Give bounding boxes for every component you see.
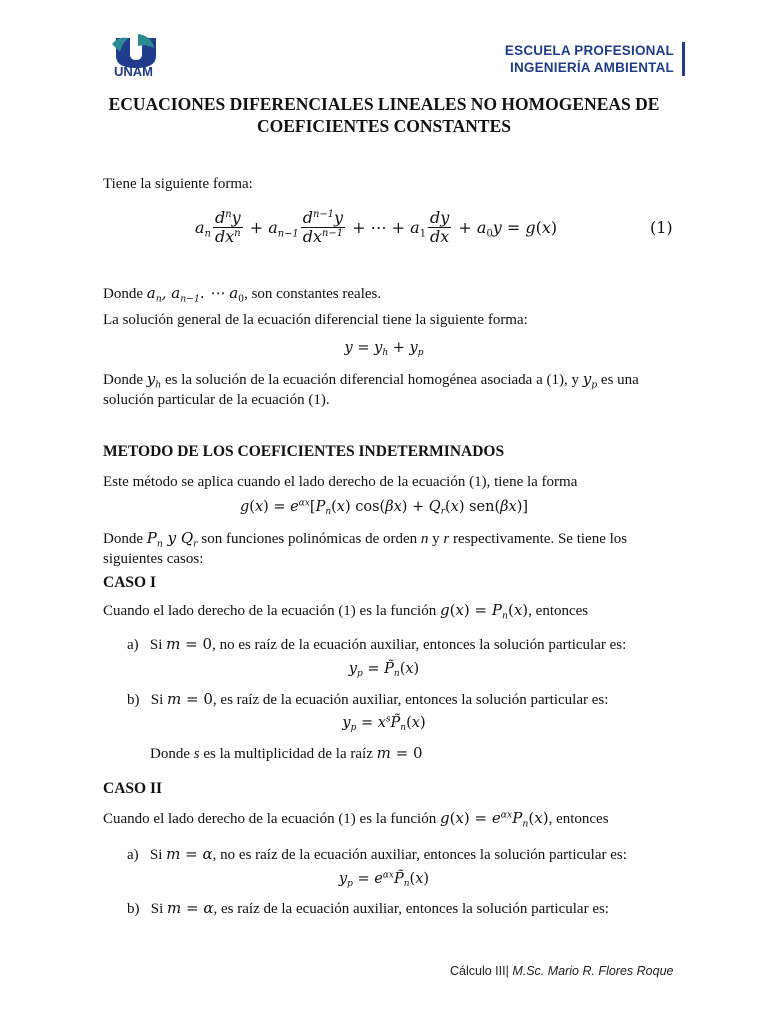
- caso1-item-a: [127, 635, 626, 654]
- caso2-a-text-2: , no es raíz de la ecuación auxiliar, entonces la solución particular es:: [212, 847, 627, 863]
- footer-author: M.Sc. Mario R. Flores Roque: [512, 964, 674, 978]
- pq-text-4: siguientes casos:: [103, 551, 204, 567]
- page-footer: [450, 964, 673, 978]
- caso1-intro-1: Cuando el lado derecho de la ecuación (1) es la función: [103, 603, 440, 619]
- caso1-item-b: [127, 690, 608, 709]
- yh-text-1: Donde: [103, 372, 147, 388]
- caso2-b-text-2: , es raíz de la ecuación auxiliar, entonces la solución particular es:: [213, 901, 609, 917]
- pq-text: [103, 528, 677, 569]
- yh-yp-text: [103, 369, 683, 410]
- caso1-intro-2: , entonces: [528, 603, 589, 619]
- yh-text-3: es una: [597, 372, 639, 388]
- caso2-a-text-1: Si: [149, 847, 167, 863]
- caso1-a-label: a): [127, 637, 139, 653]
- g-form-formula: $g(x) = e^{\alpha x}[P_n(x) \cos(\beta x) + Q_r(x)$ sen(βx)]: [239, 498, 529, 518]
- caso2-a-formula: $y_p$ = $e^{\alpha x}P̃_n(x)$: [338, 870, 430, 890]
- pq-y: y: [428, 531, 444, 547]
- caso2-b-math: m = α: [167, 899, 214, 917]
- mult-math: m = 0: [376, 744, 423, 762]
- caso2-intro-2: , entonces: [548, 811, 609, 827]
- caso1-b-text-1: Si: [150, 692, 168, 708]
- equation-1: $a_n$ $\frac{d^ny}{dx^n}$ + $a_{n-1}$ $\frac{d^{n-1}y}{dx^{n-1}}$ + ⋯ + $a_1$ $\frac{dy}{dx}$ + $a_0y = g(x)$: [195, 207, 558, 246]
- caso1-a-text-1: Si: [149, 637, 167, 653]
- caso1-multiplicity: [150, 743, 423, 764]
- constants-prefix: Donde: [103, 286, 147, 302]
- constants-text: [103, 283, 381, 304]
- caso1-b-label: b): [127, 692, 140, 708]
- caso1-b-text-2: , es raíz de la ecuación auxiliar, entonces la solución particular es:: [212, 692, 609, 708]
- school-name: [505, 42, 674, 76]
- caso1-b-formula: $y_p$ = $x^sP̃_n(x)$: [342, 714, 426, 734]
- caso2-title: CASO II: [103, 780, 163, 797]
- caso2-item-a: [127, 845, 627, 864]
- caso2-intro: [103, 808, 609, 829]
- caso2-a-math: m = α: [166, 845, 213, 863]
- caso2-function: $g(x) = e^{\alpha x}P_n(x)$: [439, 809, 549, 830]
- caso2-item-b: [127, 899, 609, 918]
- mult-text-1: Donde: [150, 746, 194, 762]
- yh-math: $y_h$: [146, 370, 162, 391]
- equation-number: (1): [650, 218, 673, 237]
- pq-text-3: respectivamente. Se tiene los: [449, 531, 628, 547]
- footer-course: Cálculo III|: [450, 964, 513, 978]
- pq-text-1: Donde: [103, 531, 147, 547]
- title-line-2: COEFICIENTES CONSTANTES: [257, 116, 511, 136]
- page-title: [80, 93, 688, 137]
- yp-math: $y_p$: [582, 370, 598, 391]
- constants-math: $a_n$, $a_{n-1}$. ⋯ $a_0$: [146, 284, 245, 305]
- school-line-2: INGENIERÍA AMBIENTAL: [510, 60, 674, 75]
- pq-r: r: [443, 531, 450, 547]
- pq-text-2: son funciones polinómicas de orden: [197, 531, 421, 547]
- caso1-function: $g(x) = P_n(x)$: [439, 601, 529, 622]
- caso1-title: CASO I: [103, 574, 156, 591]
- yh-text-4: solución particular de la ecuación (1).: [103, 392, 330, 408]
- pq-math: $P_n$ y $Q_r$: [146, 529, 198, 550]
- caso1-b-math: m = 0: [167, 690, 213, 708]
- logo-text: UNAM: [114, 64, 153, 79]
- title-line-1: ECUACIONES DIFERENCIALES LINEALES NO HOMOGENEAS DE: [108, 94, 660, 114]
- method-text: Este método se aplica cuando el lado derecho de la ecuación (1), tiene la forma: [103, 474, 578, 490]
- caso1-a-math: m = 0: [166, 635, 213, 653]
- caso2-b-label: b): [127, 901, 140, 917]
- caso2-b-text-1: Si: [150, 901, 168, 917]
- mult-s: s: [193, 746, 200, 762]
- section-title: METODO DE LOS COEFICIENTES INDETERMINADOS: [103, 443, 505, 460]
- caso1-a-formula: $y_p$ = $P̃_n(x)$: [348, 661, 420, 680]
- constants-suffix: , son constantes reales.: [244, 286, 382, 302]
- intro-text: Tiene la siguiente forma:: [103, 176, 253, 192]
- header-divider: [682, 42, 685, 76]
- general-solution-text: La solución general de la ecuación diferencial tiene la siguiente forma:: [103, 312, 528, 328]
- yh-text-2: es la solución de la ecuación diferencial homogénea asociada a (1), y: [161, 372, 583, 388]
- school-line-1: ESCUELA PROFESIONAL: [504, 43, 674, 58]
- caso1-a-text-2: , no es raíz de la ecuación auxiliar, entonces la solución particular es:: [212, 637, 627, 653]
- caso2-intro-1: Cuando el lado derecho de la ecuación (1) es la función: [103, 811, 440, 827]
- pq-n: n: [420, 531, 429, 547]
- general-solution-formula: $y = y_h + y_p$: [344, 340, 424, 359]
- unam-logo: [108, 34, 168, 78]
- mult-text-2: es la multiplicidad de la raíz: [199, 746, 377, 762]
- caso1-intro: [103, 600, 588, 621]
- caso2-a-label: a): [127, 847, 139, 863]
